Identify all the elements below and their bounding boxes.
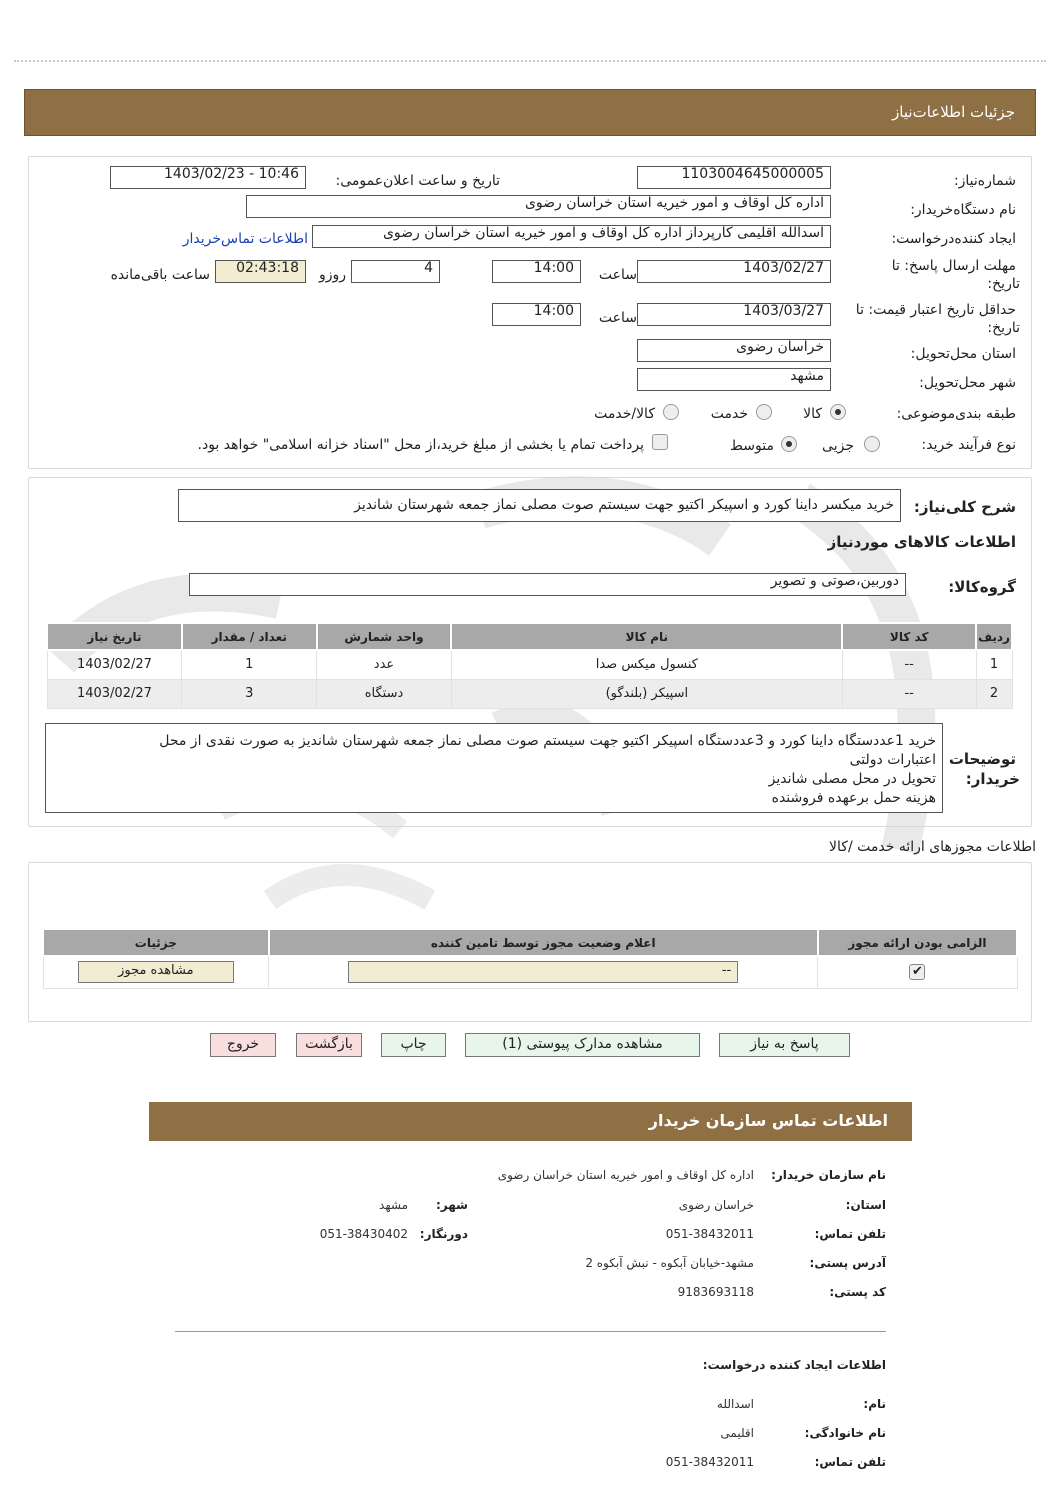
creator-phone-label: تلفن تماس: [814,1455,886,1469]
category-goods-radio[interactable] [830,404,846,420]
table-row [47,650,1012,679]
contact-org-label: نام سازمان خریدار: [771,1168,886,1182]
buyer-contact-link[interactable]: اطلاعات تماس‌خریدار [182,231,308,247]
exit-button[interactable]: خروج [210,1033,276,1057]
process-minor-label: جزیی [822,438,854,454]
contact-city-label: شهر: [436,1198,468,1212]
contact-province-value: خراسان رضوی [678,1198,754,1212]
col-qty-header: تعداد / مقدار [182,623,317,650]
category-goods-service-radio[interactable] [663,404,679,420]
category-goods-service-label: کالا/خدمت [594,406,655,422]
category-service-label: خدمت [710,406,748,422]
validity-time-field: 14:00 [492,303,581,326]
summary-field: خرید میکسر داینا کورد و اسپیکر اکتیو جهت سیستم صوت مصلی نماز جمعه شهرستان شاندیز [178,489,901,522]
cell-date: 1403/02/27 [47,679,182,708]
col-unit-header: واحد شمارش [317,623,452,650]
cell-qty: 1 [182,650,317,679]
contact-divider [175,1331,886,1332]
deadline-time-label: ساعت [598,267,637,283]
page-header [24,89,1036,136]
process-label: نوع فرآیند خرید: [921,437,1016,453]
category-label: طبقه بندی‌موضوعی: [896,406,1016,422]
goods-group-label: گروه‌کالا: [948,578,1016,596]
contact-header [149,1102,912,1141]
contact-phone-value: 051-38432011 [665,1227,754,1241]
cell-qty: 3 [182,679,317,708]
cell-permit-required [818,956,1017,988]
buyer-notes-field [45,723,943,813]
col-code-header: کد کالا [842,623,976,650]
creator-name-value: اسدالله [716,1397,754,1411]
process-medium-radio[interactable] [781,436,797,452]
category-service-radio[interactable] [756,404,772,420]
cell-name: اسپیکر (بلندگو) [451,679,842,708]
creator-phone-value: 051-38432011 [665,1455,754,1469]
back-button[interactable]: بازگشت [296,1033,362,1057]
announce-date-field: 1403/02/23 - 10:46 [110,166,306,189]
summary-label: شرح کلی‌نیاز: [913,498,1016,516]
items-table [46,622,1013,709]
deadline-label: مهلت ارسال پاسخ: تا [891,258,1016,274]
deadline-date-field: 1403/02/27 [637,260,831,283]
view-permit-button[interactable]: مشاهده مجوز [78,961,234,983]
permit-status-field[interactable]: -- [348,961,738,983]
permit-required-checkbox[interactable]: ✔ [909,964,925,980]
cell-code: -- [842,650,976,679]
creator-family-label: نام خانوادگی: [804,1426,886,1440]
need-number-field: 1103004645000005 [637,166,831,189]
cell-unit: عدد [317,650,452,679]
creator-family-value: اقلیمی [720,1426,754,1440]
buyer-org-label: نام دستگاه‌خریدار: [910,202,1016,218]
validity-label-date: تاریخ: [987,320,1020,336]
category-goods-label: کالا [803,406,822,422]
col-permit-status-header: اعلام وضعیت مجوز توسط تامین کننده [269,929,818,956]
days-label: روزو [318,267,346,283]
contact-address-value: مشهد-خیابان آبکوه - نبش آبکوه 2 [585,1256,754,1270]
treasury-payment-note: پرداخت تمام یا بخشی از مبلغ خرید،از محل "اسناد خزانه اسلامی" خواهد بود. [197,437,644,453]
days-field: 4 [351,260,440,283]
buyer-notes-label: توضیحات [948,750,1016,768]
attachments-button[interactable]: مشاهده مدارک پیوستی (1) [465,1033,700,1057]
buyer-notes-line: خرید 1عددستگاه داینا کورد و 3عددستگاه اسپیکر اکتیو جهت سیستم صوت مصلی نماز جمعه شهرستان شاندیز به صورت نقدی از محل [159,733,936,749]
deadline-label-date: تاریخ: [987,276,1020,292]
cell-row: 1 [976,650,1012,679]
city-label: شهر محل‌تحویل: [919,375,1016,391]
buyer-notes-label-2: خریدار: [965,770,1020,788]
permits-table [42,928,1018,989]
goods-info-title: اطلاعات کالاهای موردنیاز [827,533,1016,551]
top-divider [14,60,1046,62]
buyer-notes-line: تحویل در محل مصلی شاندیز [768,771,936,787]
col-date-header: تاریخ نیاز [47,623,182,650]
buyer-org-field: اداره کل اوقاف و امور خیریه استان خراسان رضوی [246,195,831,218]
creator-info-title: اطلاعات ایجاد کننده درخواست: [702,1358,886,1372]
creator-name-label: نام: [863,1397,886,1411]
contact-postal-value: 9183693118 [677,1285,754,1299]
validity-label: حداقل تاریخ اعتبار قیمت: تا [855,302,1016,318]
deadline-time-field: 14:00 [492,260,581,283]
remaining-time-field: 02:43:18 [215,260,306,283]
page-title: جزئیات اطلاعات‌نیاز [892,103,1015,121]
creator-field: اسدالله اقلیمی کارپرداز اداره کل اوقاف و امور خیریه استان خراسان رضوی [312,225,831,248]
goods-group-field: دوربین،صوتی و تصویر [189,573,906,596]
cell-code: -- [842,679,976,708]
cell-permit-status [269,956,818,988]
col-permit-details-header: جزئیات [43,929,269,956]
city-field: مشهد [637,368,831,391]
col-row-header: ردیف [976,623,1012,650]
validity-date-field: 1403/03/27 [637,303,831,326]
cell-unit: دستگاه [317,679,452,708]
validity-time-label: ساعت [598,310,637,326]
process-medium-label: متوسط [730,438,774,454]
reply-button[interactable]: پاسخ به نیاز [719,1033,850,1057]
contact-postal-label: کد پستی: [829,1285,886,1299]
contact-province-label: استان: [845,1198,886,1212]
permits-title: اطلاعات مجوزهای ارائه خدمت /کالا [829,839,1036,855]
cell-row: 2 [976,679,1012,708]
contact-title: اطلاعات تماس سازمان خریدار [648,1111,888,1130]
contact-org-value: اداره کل اوقاف و امور خیریه استان خراسان رضوی [497,1168,754,1182]
buyer-notes-line: اعتبارات دولتی [849,752,936,768]
process-minor-radio[interactable] [864,436,880,452]
print-button[interactable]: چاپ [381,1033,446,1057]
province-field: خراسان رضوی [637,339,831,362]
cell-permit-details [43,956,269,988]
col-name-header: نام کالا [451,623,842,650]
province-label: استان محل‌تحویل: [910,346,1016,362]
contact-fax-label: دورنگار: [419,1227,468,1241]
remaining-label: ساعت باقی‌مانده [110,267,210,283]
need-number-label: شماره‌نیاز: [953,173,1016,189]
creator-label: ایجاد کننده‌درخواست: [891,231,1016,247]
cell-date: 1403/02/27 [47,650,182,679]
contact-fax-value: 051-38430402 [319,1227,408,1241]
contact-address-label: آدرس پستی: [809,1256,886,1270]
contact-city-value: مشهد [379,1198,408,1212]
announce-label: تاریخ و ساعت اعلان‌عمومی: [335,173,500,189]
table-row [47,679,1012,708]
col-permit-required-header: الزامی بودن ارائه مجوز [818,929,1017,956]
cell-name: کنسول میکس صدا [451,650,842,679]
buyer-notes-line: هزینه حمل برعهده فروشنده [771,790,936,806]
treasury-payment-checkbox[interactable] [652,434,668,450]
table-row [43,956,1017,988]
contact-phone-label: تلفن تماس: [814,1227,886,1241]
